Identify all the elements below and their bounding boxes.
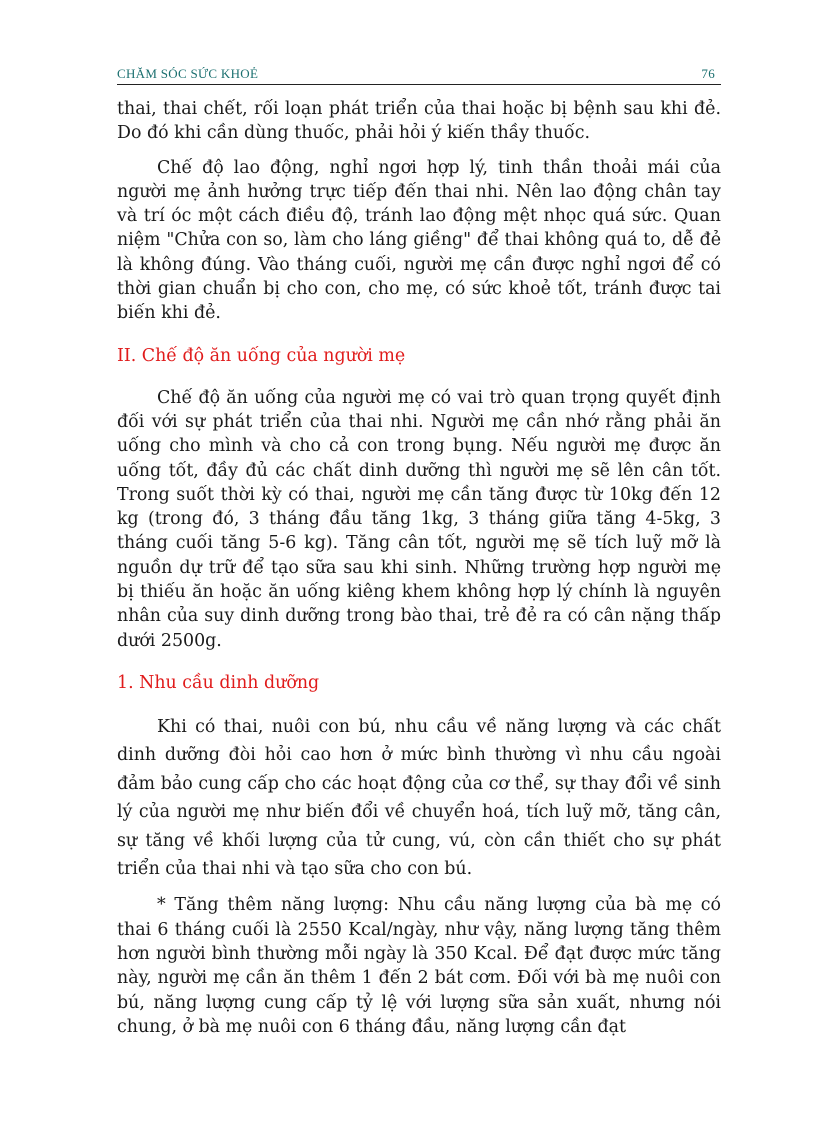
paragraph-work-rest: Chế độ lao động, nghỉ ngơi hợp lý, tinh thần thoải mái của người mẹ ảnh hưởng trực tiếp đến thai nhi. Nên lao động chân tay và trí óc một cách điều độ, tránh lao động mệt nhọc quá sức. Quan niệm "Chửa con so, làm cho láng giềng" để thai không quá to, dễ đẻ là không đúng. Vào tháng cuối, người mẹ cần được nghỉ ngơi để có thời gian chuẩn bị cho con, cho mẹ, có sức khoẻ tốt, tránh được tai biến khi đẻ. bbox=[117, 157, 721, 324]
page-number: 76 bbox=[701, 66, 715, 81]
paragraph-energy: * Tăng thêm năng lượng: Nhu cầu năng lượng của bà mẹ có thai 6 tháng cuối là 2550 Kcal/ngày, như vậy, năng lượng tăng thêm hơn người bình thường mỗi ngày là 350 Kcal. Để đạt được mức tăng này, người mẹ cần ăn thêm 1 đến 2 bát cơm. Đối với bà mẹ nuôi con bú, năng lượng cung cấp tỷ lệ với lượng sữa sản xuất, nhưng nói chung, ở bà mẹ nuôi con 6 tháng đầu, năng lượng cần đạt bbox=[117, 895, 721, 1037]
paragraph-diet: Chế độ ăn uống của người mẹ có vai trò quan trọng quyết định đối với sự phát triển của thai nhi. Người mẹ cần nhớ rằng phải ăn uống cho mình và cho cả con trong bụng. Nếu người mẹ được ăn uống tốt, đầy đủ các chất dinh dưỡng thì người mẹ sẽ lên cân tốt. Trong suốt thời kỳ có thai, người mẹ cần tăng được từ 10kg đến 12 kg (trong đó, 3 tháng đầu tăng 1kg, 3 tháng giữa tăng 4-5kg, 3 tháng cuối tăng 5-6 kg). Tăng cân tốt, người mẹ sẽ tích luỹ mỡ là nguồn dự trữ để tạo sữa sau khi sinh. Những trường hợp người mẹ bị thiếu ăn hoặc ăn uống kiêng khem không hợp lý chính là nguyên nhân của suy dinh dưỡng trong bào thai, trẻ đẻ ra có cân nặng thấp dưới 2500g. bbox=[117, 387, 721, 651]
running-header-title: CHĂM SÓC SỨC KHOẺ bbox=[117, 66, 259, 81]
page-content bbox=[117, 97, 721, 1039]
section-heading-diet: II. Chế độ ăn uống của người mẹ bbox=[117, 345, 406, 366]
paragraph-nutrition-needs: Khi có thai, nuôi con bú, nhu cầu về năng lượng và các chất dinh dưỡng đòi hỏi cao hơn ở mức bình thường vì nhu cầu ngoài đảm bảo cung cấp cho các hoạt động của cơ thể, sự thay đổi về sinh lý của người mẹ như biến đổi về chuyển hoá, tích luỹ mỡ, tăng cân, sự tăng về khối lượng của tử cung, vú, còn cần thiết cho sự phát triển của thai nhi và tạo sữa cho con bú. bbox=[117, 716, 721, 879]
paragraph-continuation: thai, thai chết, rối loạn phát triển của thai hoặc bị bệnh sau khi đẻ. Do đó khi cần dùng thuốc, phải hỏi ý kiến thầy thuốc. bbox=[117, 99, 721, 144]
subsection-heading-nutrition-needs: 1. Nhu cầu dinh dưỡng bbox=[117, 672, 320, 693]
document-page bbox=[117, 62, 721, 1039]
running-header bbox=[117, 62, 721, 85]
